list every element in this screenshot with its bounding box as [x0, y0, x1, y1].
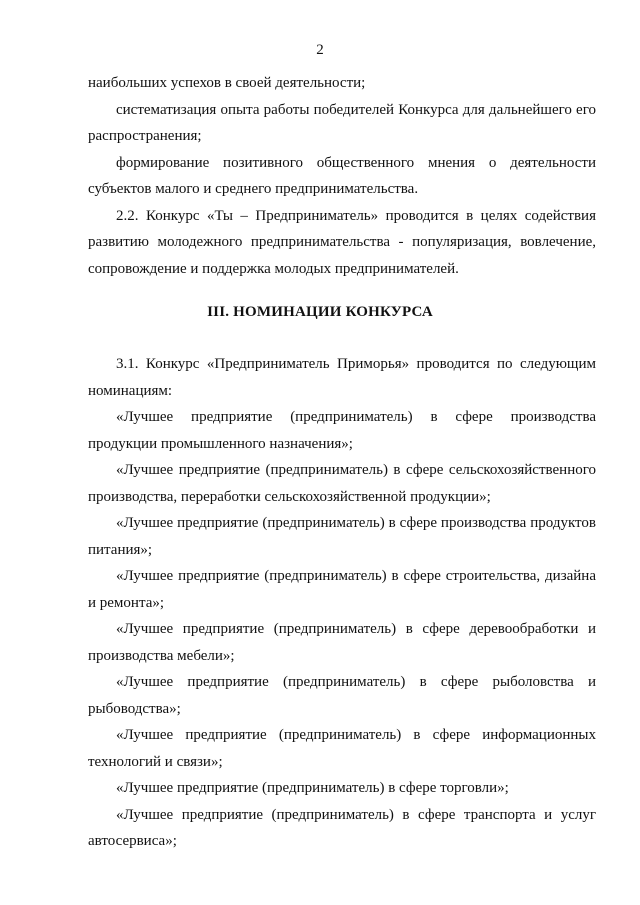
nomination-item: «Лучшее предприятие (предприниматель) в сфере сельскохозяйственного производства, переработки сельскохозяйственной продукции»; [88, 462, 596, 505]
section-2-text [88, 70, 596, 282]
nomination-item: «Лучшее предприятие (предприниматель) в сфере строительства, дизайна и ремонта»; [88, 568, 596, 611]
section-3-text [88, 351, 596, 855]
nomination-item: «Лучшее предприятие (предприниматель) в сфере производства продуктов питания»; [88, 515, 596, 558]
page-number: 2 [316, 42, 324, 58]
nomination-item: «Лучшее предприятие (предприниматель) в сфере рыболовства и рыбоводства»; [88, 674, 596, 717]
paragraph: наибольших успехов в своей деятельности; [88, 75, 366, 91]
section-heading: III. НОМИНАЦИИ КОНКУРСА [207, 304, 433, 320]
paragraph: систематизация опыта работы победителей Конкурса для дальнейшего его распространения; [88, 101, 596, 144]
paragraph: 2.2. Конкурс «Ты – Предприниматель» проводится в целях содействия развитию молодежного предпринимательства - популяризация, вовлечение, сопровождение и поддержка молодых предпринимателей. [88, 207, 596, 277]
nomination-item: «Лучшее предприятие (предприниматель) в сфере информационных технологий и связи»; [88, 727, 596, 770]
nomination-item: «Лучшее предприятие (предприниматель) в сфере деревообработки и производства мебели»; [88, 621, 596, 664]
paragraph: 3.1. Конкурс «Предприниматель Приморья» проводится по следующим номинациям: [88, 356, 596, 399]
nomination-item: «Лучшее предприятие (предприниматель) в сфере производства продукции промышленного назначения»; [88, 409, 596, 452]
paragraph: формирование позитивного общественного мнения о деятельности субъектов малого и среднего предпринимательства. [88, 154, 596, 197]
nomination-item: «Лучшее предприятие (предприниматель) в сфере торговли»; [116, 780, 509, 796]
nomination-item: «Лучшее предприятие (предприниматель) в сфере транспорта и услуг автосервиса»; [88, 806, 596, 849]
